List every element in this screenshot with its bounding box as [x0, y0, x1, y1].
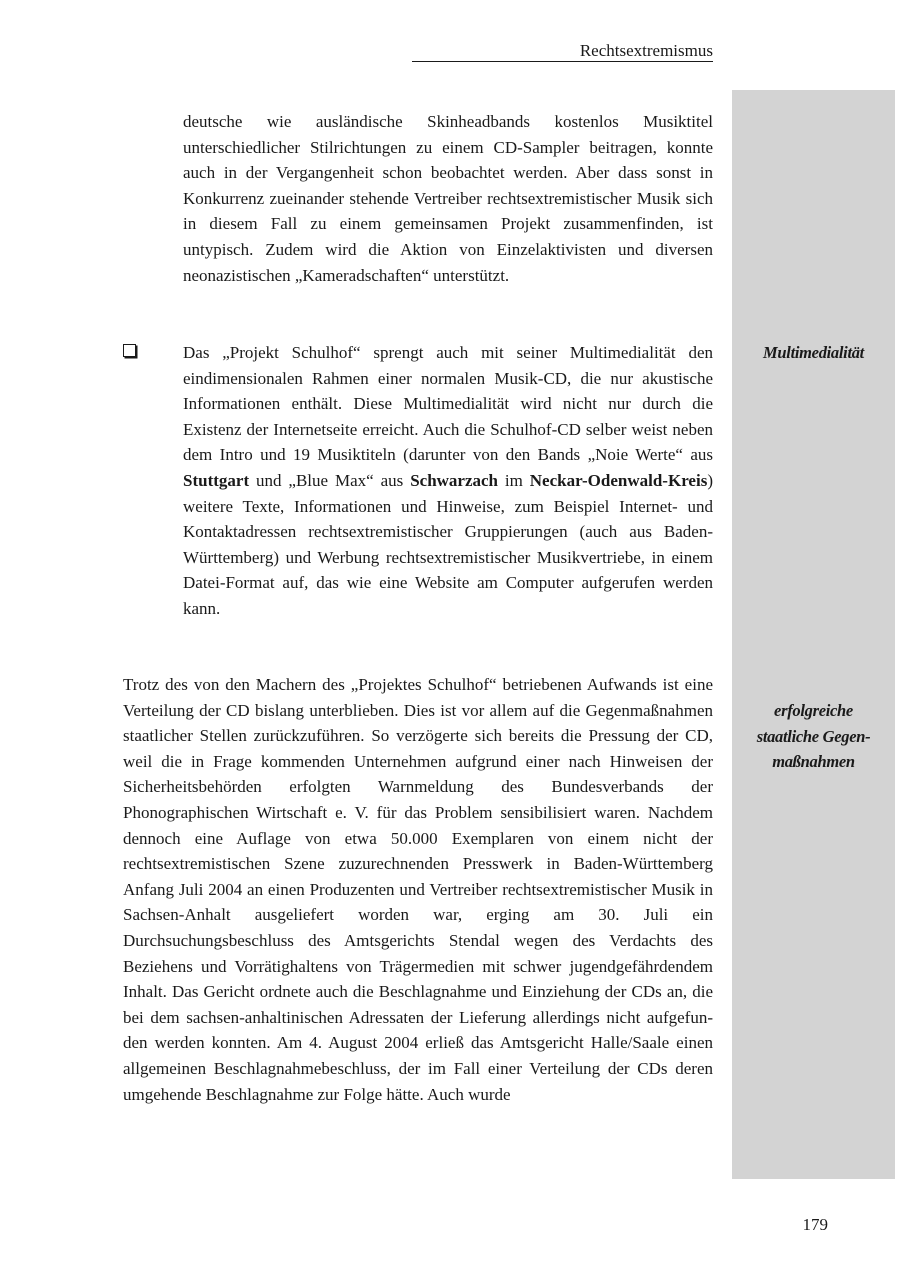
paragraph-projekt-schulhof [183, 340, 713, 622]
sidenote-line: maßnahmen [772, 752, 855, 771]
text-segment: und „Blue Max“ aus [249, 470, 411, 490]
sidenote-text: Multimedialität [763, 343, 864, 362]
sidenote-line: erfolgreiche [774, 701, 853, 720]
text-segment: im [498, 470, 530, 490]
sidenote-line: staatliche Gegen- [756, 726, 871, 746]
sidenote-multimedialitaet [732, 340, 895, 366]
place-name-neckar-odenwald-kreis: Neckar-Odenwald-Kreis [529, 470, 708, 490]
page-number: 179 [802, 1215, 828, 1234]
margin-column [732, 90, 895, 1179]
paragraph-gegenmassnahmen: Trotz des von den Machern des „Projektes Schulhof“ betriebenen Aufwands ist eine Verteilung der CD bislang unterblieben. Dies ist vor allem auf die Gegenmaßnahmen staatlicher Stellen zurückzuführen. So verzögerte sich bereits die Pressung der CD, weil die in Frage kommenden Unternehmen aufgrund einer nach Hinweisen der Sicherheitsbehörden erfolgten Warnmeldung des Bundesverbands der Phonographischen Wirtschaft e. V. für das Problem sensibilisiert waren. Nachdem dennoch eine Auflage von etwa 50.000 Exemplaren von einem nicht der rechtsextremistischen Szene zuzurechnenden Presswerk in Baden-Württemberg Anfang Juli 2004 an einen Produzenten und Vertreiber rechtsextremistischer Musik in Sachsen-Anhalt ausgeliefert worden war, erging am 30. Juli ein Durchsuchungsbeschluss des Amtsgerichts Stendal wegen des Verdachts des Beziehens und Vorrätighaltens von Trägermedien mit schwer jugendgefährdendem Inhalt. Das Gericht ordnete auch die Beschlagnahme und Einziehung der CDs an, die bei dem sachsen-anhaltinischen Adressaten der Lieferung allerdings nicht aufgefunden werden konnten. Am 4. August 2004 erließ das Amtsgericht Halle/Saale einen allgemeinen Beschlagnahmebeschluss, der im Fall einer Verteilung der CDs deren umgehende Beschlagnahme zur Folge hätte. Auch wurde [123, 675, 713, 1104]
place-name-schwarzach: Schwarzach [410, 470, 499, 490]
place-name-stuttgart: Stuttgart [183, 470, 250, 490]
checkbox-bullet-icon [123, 344, 136, 357]
text-segment: Das „Projekt Schulhof“ sprengt auch mit seiner Multimedialität den eindimensionalen Rahmen einer normalen Musik-CD, die nur akustische Informationen enthält. Diese Multimedialität wird nicht nur durch die Existenz der Internetseite erreicht. Auch die Schulhof-CD selber weist neben dem Intro und 19 Musiktiteln (darunter von den Bands „Noie Werte“ aus [183, 343, 713, 465]
header-rule [412, 61, 713, 62]
sidenote-gegenmassnahmen [732, 698, 895, 775]
paragraph-continuation: deutsche wie ausländische Skinheadbands kostenlos Musiktitel unterschiedlicher Stilrichtungen zu einem CD-Sampler beitragen, konnte auch in der Vergangenheit schon beobachtet werden. Aber dass sonst in Konkurrenz zueinander stehende Vertreiber rechtsextremistischer Musik sich in diesem Fall zu einem gemeinsamen Projekt zusammenfinden, ist untypisch. Zudem wird die Aktion von Einzelaktivisten und diversen neonazistischen „Kameradschaften“ unterstützt. [183, 112, 713, 285]
text-segment: ) weitere Texte, Informationen und Hinweise, zum Beispiel Internet- und Kontaktadressen rechtsextremistischer Gruppierungen (auch aus Baden-Württemberg) und Werbung rechtsextremistischer Musikvertriebe, in einem Datei-Format auf, das wie eine Website am Computer aufgerufen werden kann. [183, 470, 713, 618]
running-header: Rechtsextremismus [579, 41, 713, 60]
